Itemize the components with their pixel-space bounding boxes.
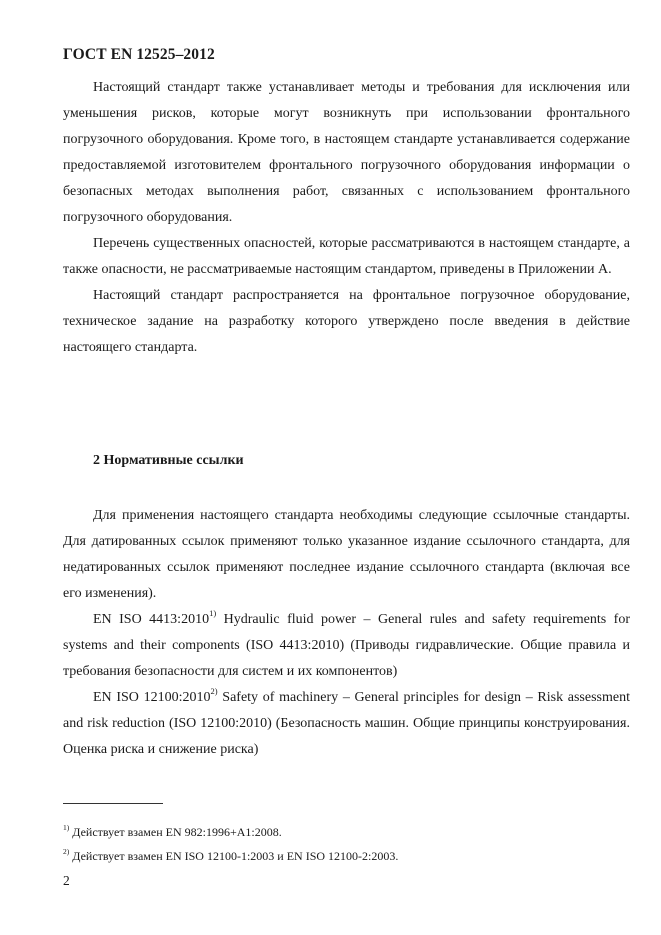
reference-code: EN ISO 12100:2010 — [93, 690, 211, 705]
footnote-marker: 2) — [210, 686, 218, 697]
intro-section — [63, 75, 630, 361]
footnote — [63, 844, 630, 868]
normative-references-section — [63, 503, 630, 763]
paragraph: Настоящий стандарт распространяется на фронтальное погрузочное оборудование, техническое задание на разработку которого утверждено после введения в действие настоящего стандарта. — [63, 288, 630, 355]
footnote — [63, 820, 630, 844]
footnote-marker: 1) — [209, 608, 217, 619]
page-number: 2 — [63, 873, 70, 888]
reference-title: Safety of machinery – General principles for design – Risk assessment and risk reduction (ISO 12100:2010) (Безопасность машин. Общие принципы конструирования. Оценка риска и снижение риска) — [63, 690, 630, 757]
reference-title: Hydraulic fluid power – General rules and safety requirements for systems and their components (ISO 4413:2010) (Приводы гидравлические. Общие правила и требования безопасности для систем и их компонентов) — [63, 612, 630, 679]
reference-entry — [63, 607, 630, 685]
footnote-divider — [63, 803, 163, 804]
paragraph: Для применения настоящего стандарта необходимы следующие ссылочные стандарты. Для датированных ссылок применяют только указанное издание ссылочного стандарта, для недатированных ссылок применяют последнее издание ссылочного стандарта (включая все его изменения). — [63, 508, 630, 601]
document-header-code: ГОСТ EN 12525–2012 — [63, 46, 215, 63]
footnote-text: Действует взамен EN ISO 12100-1:2003 и EN ISO 12100-2:2003. — [69, 849, 399, 863]
footnote-text: Действует взамен EN 982:1996+A1:2008. — [69, 825, 282, 839]
paragraph: Настоящий стандарт также устанавливает методы и требования для исключения или уменьшения рисков, которые могут возникнуть при использовании фронтального погрузочного оборудования. Кроме того, в настоящем стандарте устанавливается содержание предоставляемой изготовителем фронтального погрузочного оборудования информации о безопасных методах выполнения работ, связанных с использованием фронтального погрузочного оборудования. — [63, 80, 630, 225]
footnote-marker: 1) — [63, 823, 70, 832]
reference-entry — [63, 685, 630, 763]
reference-code: EN ISO 4413:2010 — [93, 612, 210, 627]
section-heading: 2 Нормативные ссылки — [93, 453, 244, 468]
footnote-marker: 2) — [63, 847, 70, 856]
paragraph: Перечень существенных опасностей, которые рассматриваются в настоящем стандарте, а также опасности, не рассматриваемые настоящим стандартом, приведены в Приложении А. — [63, 236, 630, 277]
footnotes — [63, 820, 630, 868]
